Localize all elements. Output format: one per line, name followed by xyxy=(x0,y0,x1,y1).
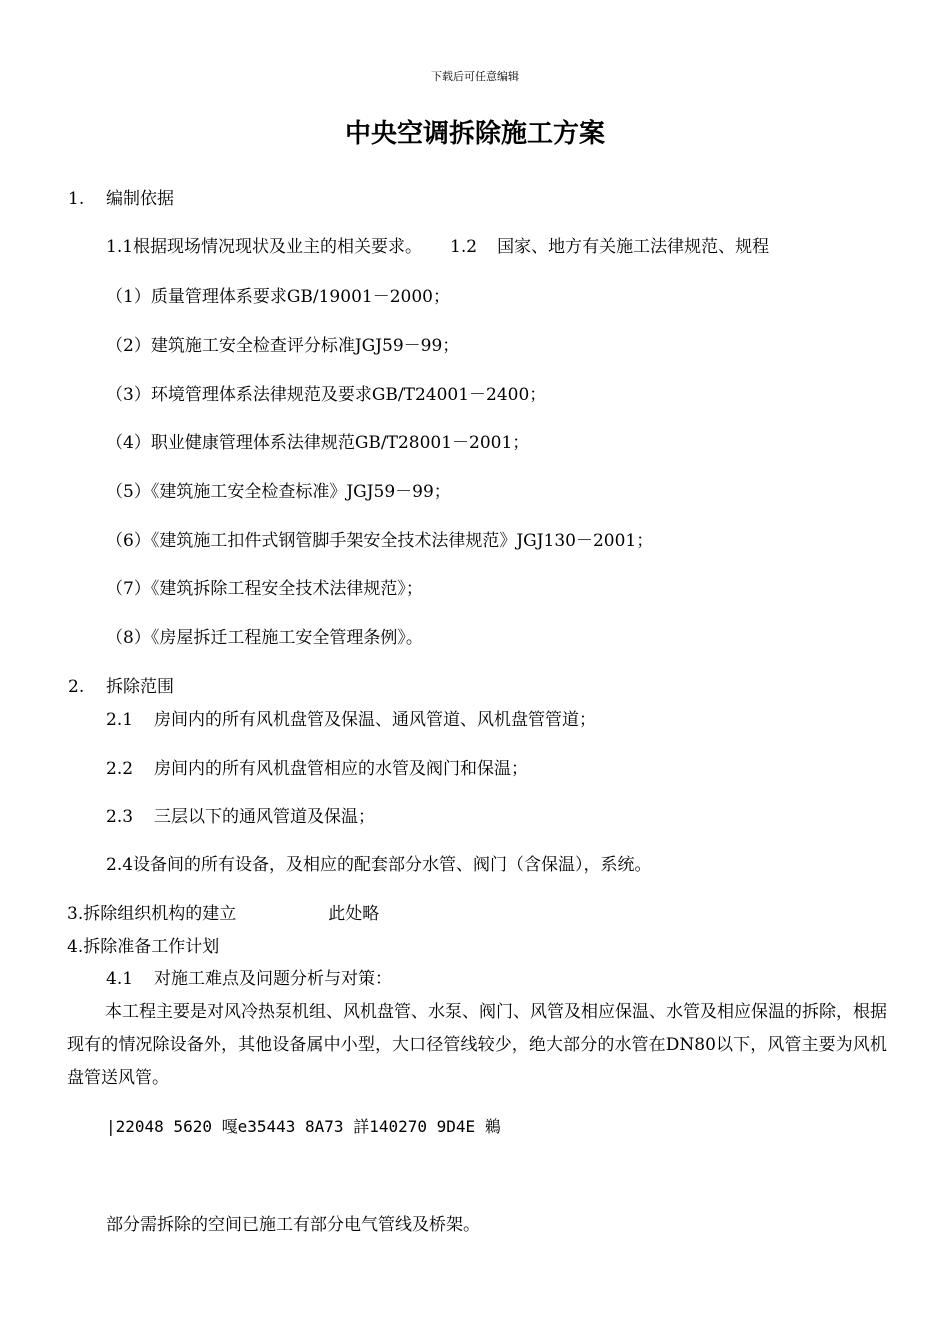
page-title: 中央空调拆除施工方案 xyxy=(344,119,605,149)
closing-line: 部分需拆除的空间已施工有部分电气管线及桥架。 xyxy=(106,1215,480,1235)
ref-item-4: （4）职业健康管理体系法律规范GB/T28001－2001； xyxy=(106,433,530,453)
ref-item-8: （8）《房屋拆迁工程施工安全管理条例》。 xyxy=(106,628,423,648)
section-2-title: 拆除范围 xyxy=(106,677,174,697)
section-2-number: 2. xyxy=(68,677,85,697)
item-1-1: 1.1根据现场情况现状及业主的相关要求。 xyxy=(106,237,423,257)
garbled-text-line: |22048 5620 嘎e35443 8A73 詳140270 9D4E 鵜 xyxy=(106,1117,501,1136)
scope-item-2-4: 2.4设备间的所有设备，及相应的配套部分水管、阀门（含保温），系统。 xyxy=(106,855,652,875)
section-3-title: 3.拆除组织机构的建立 xyxy=(67,904,237,924)
ref-item-2: （2）建筑施工安全检查评分标准JGJ59－99； xyxy=(106,336,460,356)
section-1-heading xyxy=(68,188,174,210)
scope-item-2-3 xyxy=(106,806,375,828)
header-note: 下载后可任意编辑 xyxy=(431,70,519,83)
ref-item-3: （3）环境管理体系法律规范及要求GB/T24001－2400； xyxy=(106,385,547,405)
section-3-note: 此处略 xyxy=(328,904,380,924)
scope-item-2-3-text: 三层以下的通风管道及保温； xyxy=(154,807,375,827)
item-1-2-text: 国家、地方有关施工法律规范、规程 xyxy=(497,237,770,257)
ref-item-5: （5）《建筑施工安全检查标准》JGJ59－99； xyxy=(106,482,451,502)
section-1-number: 1. xyxy=(68,189,85,209)
item-4-1-text: 对施工难点及问题分析与对策： xyxy=(154,969,392,989)
section-4-heading: 4.拆除准备工作计划 xyxy=(67,937,220,957)
section-1-title: 编制依据 xyxy=(106,189,174,209)
scope-item-2-2-number: 2.2 xyxy=(106,759,134,779)
scope-item-2-1-text: 房间内的所有风机盘管及保温、通风管道、风机盘管管道； xyxy=(154,710,596,730)
ref-item-1: （1）质量管理体系要求GB/19001－2000； xyxy=(106,287,450,307)
scope-item-2-1 xyxy=(106,709,596,731)
ref-item-7: （7）《建筑拆除工程安全技术法律规范》； xyxy=(106,579,423,599)
item-4-1 xyxy=(106,968,392,990)
scope-item-2-2 xyxy=(106,758,528,780)
item-4-1-number: 4.1 xyxy=(106,969,134,989)
section-2-heading xyxy=(68,676,174,698)
scope-item-2-3-number: 2.3 xyxy=(106,807,134,827)
body-paragraph: 本工程主要是对风冷热泵机组、风机盘管、水泵、阀门、风管及相应保温、水管及相应保温的拆除，根据现有的情况除设备外，其他设备属中小型，大口径管线较少，绝大部分的水管在DN80以下，风管主要为风机盘管送风管。 xyxy=(67,1002,887,1088)
item-1-1-line xyxy=(106,236,769,258)
ref-item-6: （6）《建筑施工扣件式钢管脚手架安全技术法律规范》JGJ130－2001； xyxy=(106,531,654,551)
scope-item-2-2-text: 房间内的所有风机盘管相应的水管及阀门和保温； xyxy=(154,759,528,779)
item-1-2-number: 1.2 xyxy=(450,237,478,257)
scope-item-2-1-number: 2.1 xyxy=(106,710,134,730)
section-3-heading xyxy=(67,903,379,925)
